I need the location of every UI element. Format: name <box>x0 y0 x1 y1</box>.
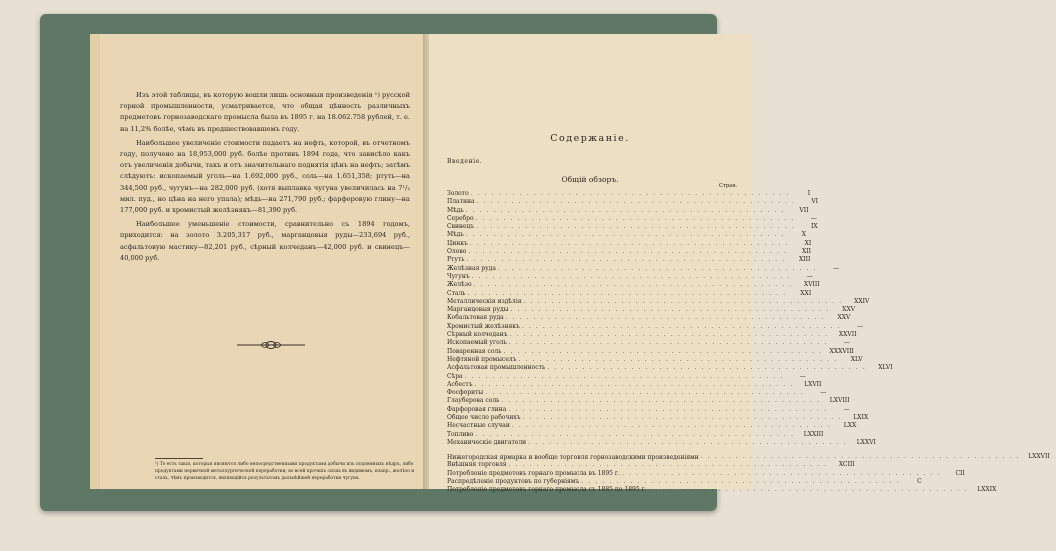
toc-entry-page: — <box>799 372 806 380</box>
toc-entry-label: Нижегородская ярмарка и вообще торговля горнозаводскими произведеніями <box>447 453 699 461</box>
toc-entry-page: — <box>810 214 817 222</box>
toc-leader-dots: . . . . . . . . . . . . . . . . . . . . . . . . . . . . . . . . . . . . . . . . . . . . . . <box>523 297 843 305</box>
toc-leader-dots: . . . . . . . . . . . . . . . . . . . . . . . . . . . . . . . . . . . . . . . . . . . . . . <box>476 198 796 206</box>
toc-entry-page: LXX <box>843 422 857 430</box>
toc-entry-label: Ртуть <box>447 256 465 264</box>
toc-entry <box>447 281 820 289</box>
toc-entry <box>447 339 850 347</box>
toc-entry-label: Олово <box>447 248 467 256</box>
toc-title: Содержаніе. <box>550 133 630 144</box>
paragraph: Наибольшее уменьшеніе стоимости, сравнительно съ 1894 годомъ, приходится: на золото 3.205,317 руб., марганцовыя руды—233,694 руб., асфальтовую мастику—82,201 руб., сѣрный колчеданъ—42,000 руб. и свинецъ—40,000 руб. <box>120 220 410 262</box>
toc-section-heading: Общій обзоръ. <box>561 175 619 184</box>
toc-leader-dots: . . . . . . . . . . . . . . . . . . . . . . . . . . . . . . . . . . . . . . . . . . . . . . <box>471 272 791 280</box>
toc-leader-dots: . . . . . . . . . . . . . . . . . . . . . . . . . . . . . . . . . . . . . . . . . . . . . . <box>473 281 793 289</box>
toc-entry-label: Потребленіе предметовъ горнаго промысла въ 1895 г. <box>447 469 620 477</box>
toc-leader-dots: . . . . . . . . . . . . . . . . . . . . . . . . . . . . . . . . . . . . . . . . . . . . . . <box>468 248 788 256</box>
toc-leader-dots: . . . . . . . . . . . . . . . . . . . . . . . . . . . . . . . . . . . . . . . . . . . . . . <box>508 405 828 413</box>
toc-leader-dots: . . . . . . . . . . . . . . . . . . . . . . . . . . . . . . . . . . . . . . . . . . . . . . <box>508 461 828 469</box>
toc-entry-page: XI <box>804 239 812 247</box>
toc-entry <box>447 438 876 447</box>
toc-entry-label: Асбестъ <box>447 380 473 388</box>
toc-entry <box>447 239 812 248</box>
toc-entry-label: Серебро <box>447 214 474 222</box>
toc-entry-label: Потребленіе предметовъ горнаго промысла съ 1885 по 1895 г. <box>447 486 647 494</box>
toc-leader-dots: . . . . . . . . . . . . . . . . . . . . . . . . . . . . . . . . . . . . . . . . . . . . . . <box>505 314 825 322</box>
toc-leader-dots: . . . . . . . . . . . . . . . . . . . . . . . . . . . . . . . . . . . . . . . . . . . . . . <box>509 331 829 339</box>
toc-entry-page: LXXIII <box>803 430 824 438</box>
toc-entry-label: Золото <box>447 190 469 197</box>
toc-entry-label: Несчастные случаи <box>447 422 510 430</box>
toc-entry-label: Сѣра <box>447 372 463 380</box>
toc-entry-page: IX <box>811 223 818 231</box>
paragraph: Изъ этой таблицы, въ которую вошли лишь основныя произведенія ¹) русской горной промышленности, усматривается, что общая цѣнность различныхъ предметовъ горнозаводскаго промысла была въ 1895 г. на 18.062.758 рублей, т. е. на 11,2% болѣе, чѣмъ въ предшествовавшемъ году. <box>120 91 410 133</box>
paragraph: Наибольшее увеличеніе стоимости падаетъ на нефть, которой, въ отчетномъ году, получено на 18,953,000 руб. болѣе противъ 1894 года, что зависѣло какъ отъ увеличенія добычи, такъ и отъ значительнаго поднятія цѣнъ на нефть; затѣмъ слѣдуютъ: ископаемый уголь—на 1.692,000 руб., соль—на 1.651,358; ртуть—на 344,500 руб., чугунъ—на 282,000 руб. (хотя выплавка чугуна увеличилась на 7¹/₂ мил. пуд., но цѣна на него упала); мѣдь—на 271,790 руб.; фарфоровую глину—на 177,000 руб. и хромистый желѣзнякъ—81,390 руб. <box>120 138 410 215</box>
toc-entry <box>447 248 812 256</box>
toc-entry <box>447 289 812 298</box>
book-cover <box>40 14 1050 511</box>
toc-entry <box>447 190 811 198</box>
toc-entry <box>447 223 818 231</box>
toc-entry-label: Марганцовыя руды <box>447 306 509 314</box>
toc-entry <box>447 477 922 486</box>
toc-leader-dots: . . . . . . . . . . . . . . . . . . . . . . . . . . . . . . . . . . . . . . . . . . . . . . <box>508 339 828 347</box>
toc-entry-page: — <box>843 339 850 347</box>
toc-leader-dots: . . . . . . . . . . . . . . . . . . . . . . . . . . . . . . . . . . . . . . . . . . . . . . <box>511 422 832 430</box>
toc-entry-page: XIII <box>798 256 811 264</box>
toc-entry-page: XXXVIII <box>829 347 854 355</box>
toc-entry <box>447 469 965 478</box>
toc-entry-page: XLVI <box>878 364 893 372</box>
toc-leader-dots: . . . . . . . . . . . . . . . . . . . . . . . . . . . . . . . . . . . . . . . . . . . . . . <box>469 239 789 247</box>
ornament-divider <box>235 339 307 351</box>
toc-entry-page: — <box>843 405 850 413</box>
toc-entry <box>447 297 870 306</box>
toc-entry-label: Внѣшняя торговля <box>447 461 507 469</box>
toc-entry-label: Поваренная соль <box>447 347 502 355</box>
toc-intro: Введеніе. <box>447 158 483 165</box>
toc-entry <box>447 380 822 389</box>
toc-entry-label: Чугунъ <box>447 272 470 280</box>
toc-entry <box>447 461 855 469</box>
toc-leader-dots: . . . . . . . . . . . . . . . . . . . . . . . . . . . . . . . . . . . . . . . . . . . . . . <box>648 486 968 494</box>
toc-list <box>447 190 1050 494</box>
toc-entry-page: — <box>820 389 827 397</box>
toc-leader-dots: . . . . . . . . . . . . . . . . . . . . . . . . . . . . . . . . . . . . . . . . . . . . . . <box>474 380 794 388</box>
toc-entry-label: Фосфориты <box>447 389 484 397</box>
toc-entry-label: Хромистый желѣзнякъ <box>447 322 520 330</box>
toc-entry <box>447 306 856 314</box>
toc-entry-page: XLV <box>850 355 863 363</box>
toc-entry <box>447 272 813 281</box>
toc-entry-page: — <box>857 322 864 330</box>
toc-leader-dots: . . . . . . . . . . . . . . . . . . . . . . . . . . . . . . . . . . . . . . . . . . . . . . <box>521 322 842 330</box>
toc-entry-label: Фарфоровая глина <box>447 405 507 413</box>
toc-entry-page: LXXVI <box>856 438 876 446</box>
left-body-text <box>120 90 410 267</box>
toc-entry-label: Кобальтовая руда <box>447 314 504 322</box>
footnote-rule <box>155 458 203 459</box>
toc-leader-dots: . . . . . . . . . . . . . . . . . . . . . . . . . . . . . . . . . . . . . . . . . . . . . . <box>510 306 830 314</box>
toc-leader-dots: . . . . . . . . . . . . . . . . . . . . . . . . . . . . . . . . . . . . . . . . . . . . . . <box>700 452 1020 460</box>
toc-leader-dots: . . . . . . . . . . . . . . . . . . . . . . . . . . . . . . . . . . . . . . . . . . . . . . <box>465 206 785 214</box>
toc-leader-dots: . . . . . . . . . . . . . . . . . . . . . . . . . . . . . . . . . . . . . . . . . . . . . . <box>465 231 785 239</box>
toc-entry-label: Мѣдь <box>447 206 464 214</box>
toc-entry-label: Желѣзная руда <box>447 264 496 272</box>
toc-entry-label: Платина <box>447 198 475 206</box>
toc-page-column-header: Стран. <box>719 183 738 189</box>
toc-entry-page: I <box>807 190 811 197</box>
toc-entry-label: Сталь <box>447 289 466 297</box>
toc-entry <box>447 198 819 206</box>
toc-leader-dots: . . . . . . . . . . . . . . . . . . . . . . . . . . . . . . . . . . . . . . . . . . . . . . <box>621 469 942 477</box>
toc-entry-page: XXV <box>837 314 851 322</box>
toc-leader-dots: . . . . . . . . . . . . . . . . . . . . . . . . . . . . . . . . . . . . . . . . . . . . . . <box>497 264 818 272</box>
toc-leader-dots: . . . . . . . . . . . . . . . . . . . . . . . . . . . . . . . . . . . . . . . . . . . . . . <box>470 190 790 197</box>
toc-entry <box>447 397 850 405</box>
toc-entry-page: LXXIX <box>977 486 997 494</box>
toc-entry-page: LXVII <box>804 380 822 388</box>
toc-entry <box>447 322 864 331</box>
toc-entry <box>447 231 807 239</box>
toc-leader-dots: . . . . . . . . . . . . . . . . . . . . . . . . . . . . . . . . . . . . . . . . . . . . . . <box>503 347 823 355</box>
toc-entry <box>447 214 817 223</box>
footnote: ¹) То есть такія, которыя являются либо непосредственными продуктами добычи изъ подземныхъ нѣдръ, либо продуктами первичной металлургической переработки; во всей прочихъ силах въ видимомъ, изапр., желѣзо и сталь, чѣмъ производится, являющійся результатомъ дальнѣйшей переработки чугуна. <box>155 462 415 481</box>
toc-entry-label: Ископаемый уголь <box>447 339 507 347</box>
toc-leader-dots: . . . . . . . . . . . . . . . . . . . . . . . . . . . . . . . . . . . . . . . . . . . . . . <box>467 289 787 297</box>
toc-entry <box>447 347 854 356</box>
toc-entry <box>447 389 827 397</box>
toc-leader-dots: . . . . . . . . . . . . . . . . . . . . . . . . . . . . . . . . . . . . . . . . . . . . . . <box>466 256 786 264</box>
toc-leader-dots: . . . . . . . . . . . . . . . . . . . . . . . . . . . . . . . . . . . . . . . . . . . . . . <box>476 223 796 231</box>
toc-entry-label: Мѣдь <box>447 231 464 239</box>
toc-entry-page: XXI <box>800 289 812 297</box>
toc-leader-dots: . . . . . . . . . . . . . . . . . . . . . . . . . . . . . . . . . . . . . . . . . . . . . . <box>501 397 821 405</box>
toc-entry-page: XXIV <box>854 297 870 305</box>
toc-entry-label: Цинкъ <box>447 239 468 247</box>
toc-leader-dots: . . . . . . . . . . . . . . . . . . . . . . . . . . . . . . . . . . . . . . . . . . . . . . <box>547 364 867 372</box>
toc-entry-label: Желѣзо <box>447 281 472 289</box>
toc-entry <box>447 331 857 339</box>
toc-entry-label: Глауберова соль <box>447 397 500 405</box>
toc-entry-page: LXVIII <box>829 397 850 405</box>
left-page <box>100 34 430 489</box>
toc-entry-page: XXV <box>842 306 856 314</box>
toc-entry-page: C <box>917 477 922 485</box>
toc-entry-label: Топливо <box>447 430 474 438</box>
toc-entry-page: LXXVII <box>1028 452 1050 460</box>
toc-entry <box>447 430 824 439</box>
toc-leader-dots: . . . . . . . . . . . . . . . . . . . . . . . . . . . . . . . . . . . . . . . . . . . . . . <box>581 477 901 485</box>
toc-entry <box>447 372 806 381</box>
right-page <box>429 34 1050 494</box>
toc-leader-dots: . . . . . . . . . . . . . . . . . . . . . . . . . . . . . . . . . . . . . . . . . . . . . . <box>528 438 848 446</box>
toc-entry-page: LXIX <box>853 414 869 422</box>
toc-entry <box>447 422 857 430</box>
toc-leader-dots: . . . . . . . . . . . . . . . . . . . . . . . . . . . . . . . . . . . . . . . . . . . . . . <box>464 372 784 380</box>
toc-entry-label: Механическіе двигатели <box>447 438 527 446</box>
toc-entry-label: Сѣрный колчеданъ <box>447 331 508 339</box>
toc-leader-dots: . . . . . . . . . . . . . . . . . . . . . . . . . . . . . . . . . . . . . . . . . . . . . . <box>485 389 805 397</box>
toc-entry <box>447 355 863 364</box>
toc-entry <box>447 314 851 322</box>
toc-entry <box>447 405 850 414</box>
toc-entry-page: VII <box>799 206 809 214</box>
toc-entry-page: — <box>806 272 813 280</box>
toc-entry-page: — <box>833 264 840 272</box>
toc-entry-label: Металлическія издѣлія <box>447 297 522 305</box>
toc-entry <box>447 364 893 372</box>
toc-entry-label: Общее число рабочихъ <box>447 414 521 422</box>
toc-entry-label: Асфальтовая промышленность <box>447 364 546 372</box>
toc-entry <box>447 206 809 215</box>
toc-entry-page: XXVII <box>838 331 857 339</box>
toc-entry-label: Распредѣленіе продуктовъ по губерніямъ <box>447 477 580 485</box>
toc-entry-page: VI <box>811 198 819 206</box>
toc-leader-dots: . . . . . . . . . . . . . . . . . . . . . . . . . . . . . . . . . . . . . . . . . . . . . . <box>518 355 838 363</box>
toc-leader-dots: . . . . . . . . . . . . . . . . . . . . . . . . . . . . . . . . . . . . . . . . . . . . . . <box>475 430 795 438</box>
toc-entry-label: Свинецъ <box>447 223 475 231</box>
toc-entry-label: Нефтяной промыселъ <box>447 355 517 363</box>
toc-entry-page: XCIII <box>838 461 855 469</box>
toc-entry-page: X <box>801 231 807 239</box>
toc-entry <box>447 264 840 273</box>
toc-entry-page: XII <box>802 248 812 256</box>
toc-entry-page: CII <box>955 469 965 477</box>
toc-leader-dots: . . . . . . . . . . . . . . . . . . . . . . . . . . . . . . . . . . . . . . . . . . . . . . <box>522 414 842 422</box>
toc-entry-page: XVIII <box>803 281 820 289</box>
toc-entry <box>447 414 869 422</box>
toc-leader-dots: . . . . . . . . . . . . . . . . . . . . . . . . . . . . . . . . . . . . . . . . . . . . . . <box>475 214 795 222</box>
toc-entry <box>447 486 997 494</box>
toc-entry <box>447 256 811 264</box>
toc-entry <box>447 447 1050 461</box>
